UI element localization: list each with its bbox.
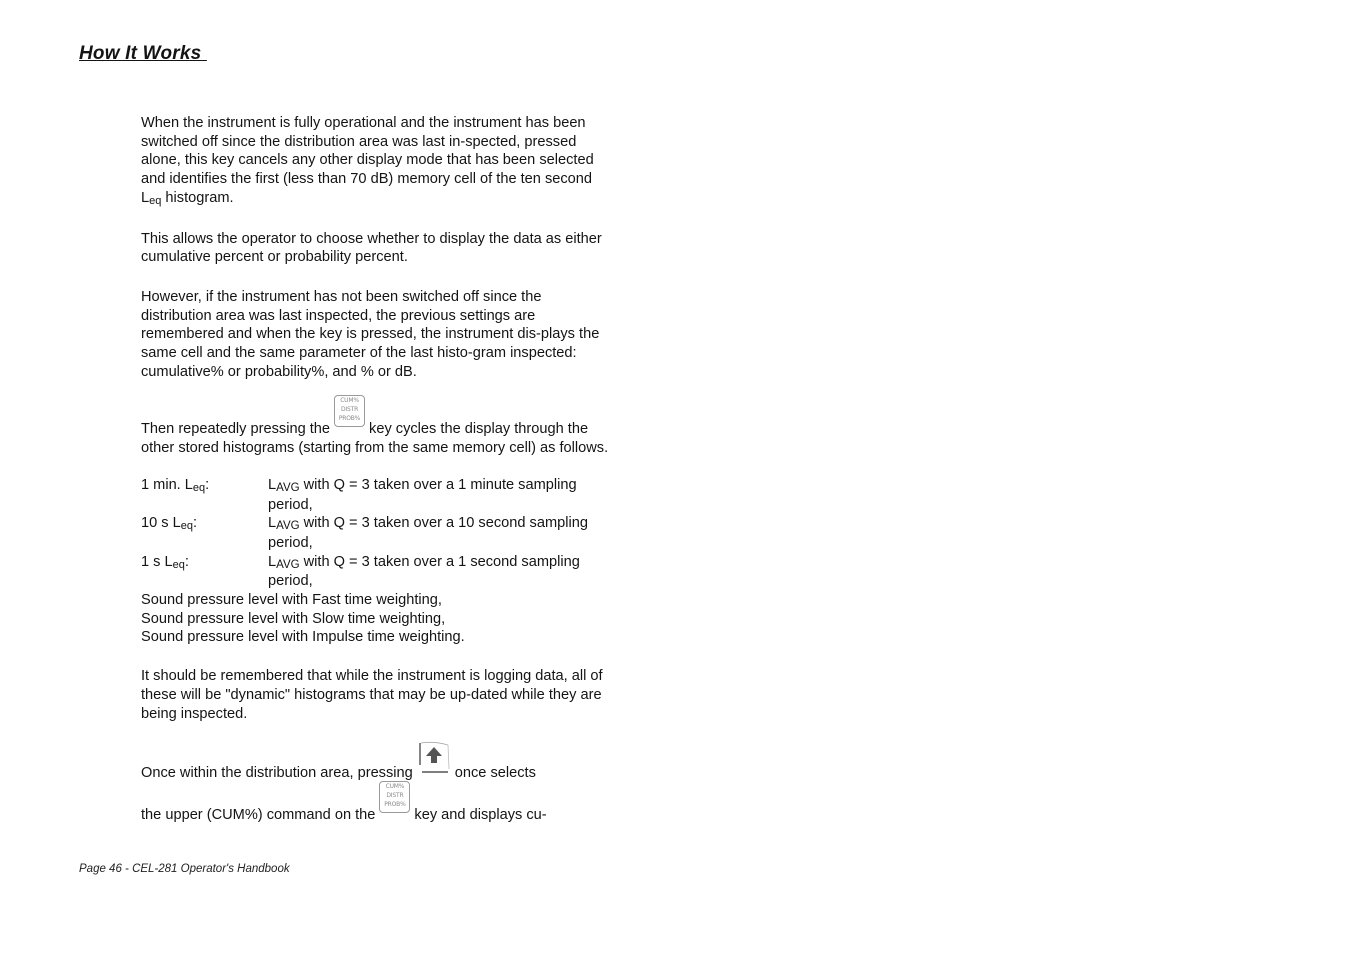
definition-description	[268, 514, 611, 552]
key-label-cum: CUM%	[385, 783, 405, 791]
paragraph-1-end: histogram.	[161, 189, 234, 206]
desc-text: with Q = 3 taken over a 10 second sampling period,	[268, 515, 588, 551]
desc-text: with Q = 3 taken over a 1 second sampling period,	[268, 553, 580, 590]
body-text	[141, 114, 611, 825]
key-label-cum: CUM%	[340, 397, 359, 405]
page-footer: Page 46 - CEL-281 Operator's Handbook	[79, 863, 290, 875]
paragraph-7-start: Once within the distribution area, pressing	[141, 765, 413, 782]
cum-distr-prob-key-icon	[379, 781, 410, 813]
paragraph-7	[141, 749, 611, 783]
definition-row	[141, 476, 611, 514]
paragraph-6: It should be remembered that while the instrument is logging data, all of these will be "dynamic" histograms that may be up-dated while they are being inspected.	[141, 668, 603, 722]
spl-line: Sound pressure level with Fast time weighting,	[141, 592, 442, 609]
desc-text: with Q = 3 taken over a 1 minute sampling period,	[268, 476, 577, 513]
definition-term	[141, 476, 268, 514]
term-text: 10 s L	[141, 515, 181, 532]
term-colon: :	[205, 476, 210, 493]
desc-l: L	[268, 553, 277, 570]
key-label-prob: PROB%	[338, 415, 361, 423]
term-text: 1 min. L	[141, 476, 193, 493]
desc-avg: AVG	[276, 558, 300, 571]
definition-term	[141, 553, 268, 591]
definition-description	[268, 553, 611, 591]
paragraph-2: This allows the operator to choose whether to display the data as either cumulative percent or probability percent.	[141, 230, 602, 266]
paragraph-4-end: key cycles the display through the other stored histograms (starting from the same memory cell) as follows.	[141, 421, 609, 457]
paragraph-3: However, if the instrument has not been switched off since the distribution area was last inspected, the previous settings are remembered and when the key is pressed, the instrument dis-plays the same cell and the same parameter of the last histo-gram inspected: cumulative% or probability%, and % or dB.	[141, 288, 600, 380]
up-arrow-svg	[418, 741, 450, 775]
desc-avg: AVG	[276, 481, 300, 494]
histogram-definitions	[141, 476, 611, 647]
paragraph-8	[141, 783, 611, 825]
definition-row	[141, 514, 611, 552]
up-arrow-key-icon	[418, 741, 450, 775]
key-label-prob: PROB%	[384, 801, 406, 809]
term-subscript: eq	[172, 558, 185, 571]
paragraph-7-end: once selects	[454, 765, 536, 782]
cum-distr-prob-key-icon	[334, 395, 365, 427]
definition-description	[268, 476, 611, 514]
term-subscript: eq	[192, 481, 206, 494]
key-label-distr: DISTR	[341, 406, 359, 414]
definition-term	[141, 514, 268, 552]
spl-line: Sound pressure level with Slow time weighting,	[141, 610, 446, 627]
key-label-distr: DISTR	[386, 792, 404, 800]
paragraph-1-text: When the instrument is fully operational and the instrument has been switched off since the distribution area was last in-spected, pressed alone, this key cancels any other display mode that has been selected and identifies the first (less than 70 dB) memory cell of the ten second L	[141, 115, 594, 206]
desc-l: L	[268, 476, 277, 493]
definition-row	[141, 553, 611, 591]
paragraph-4-start: Then repeatedly pressing the	[141, 421, 331, 438]
paragraph-1	[141, 114, 611, 209]
page-heading: How It Works	[79, 43, 207, 64]
term-colon: :	[193, 515, 198, 532]
term-text: 1 s L	[141, 553, 173, 570]
desc-l: L	[268, 515, 277, 532]
spl-line: Sound pressure level with Impulse time weighting.	[141, 629, 465, 646]
paragraph-4	[141, 397, 611, 457]
desc-avg: AVG	[276, 520, 300, 533]
term-subscript: eq	[180, 520, 194, 533]
term-colon: :	[184, 553, 189, 570]
leq-subscript: eq	[149, 194, 162, 207]
paragraph-8-start: the upper (CUM%) command on the	[141, 807, 376, 824]
paragraph-8-end: key and displays cu-	[414, 807, 547, 824]
